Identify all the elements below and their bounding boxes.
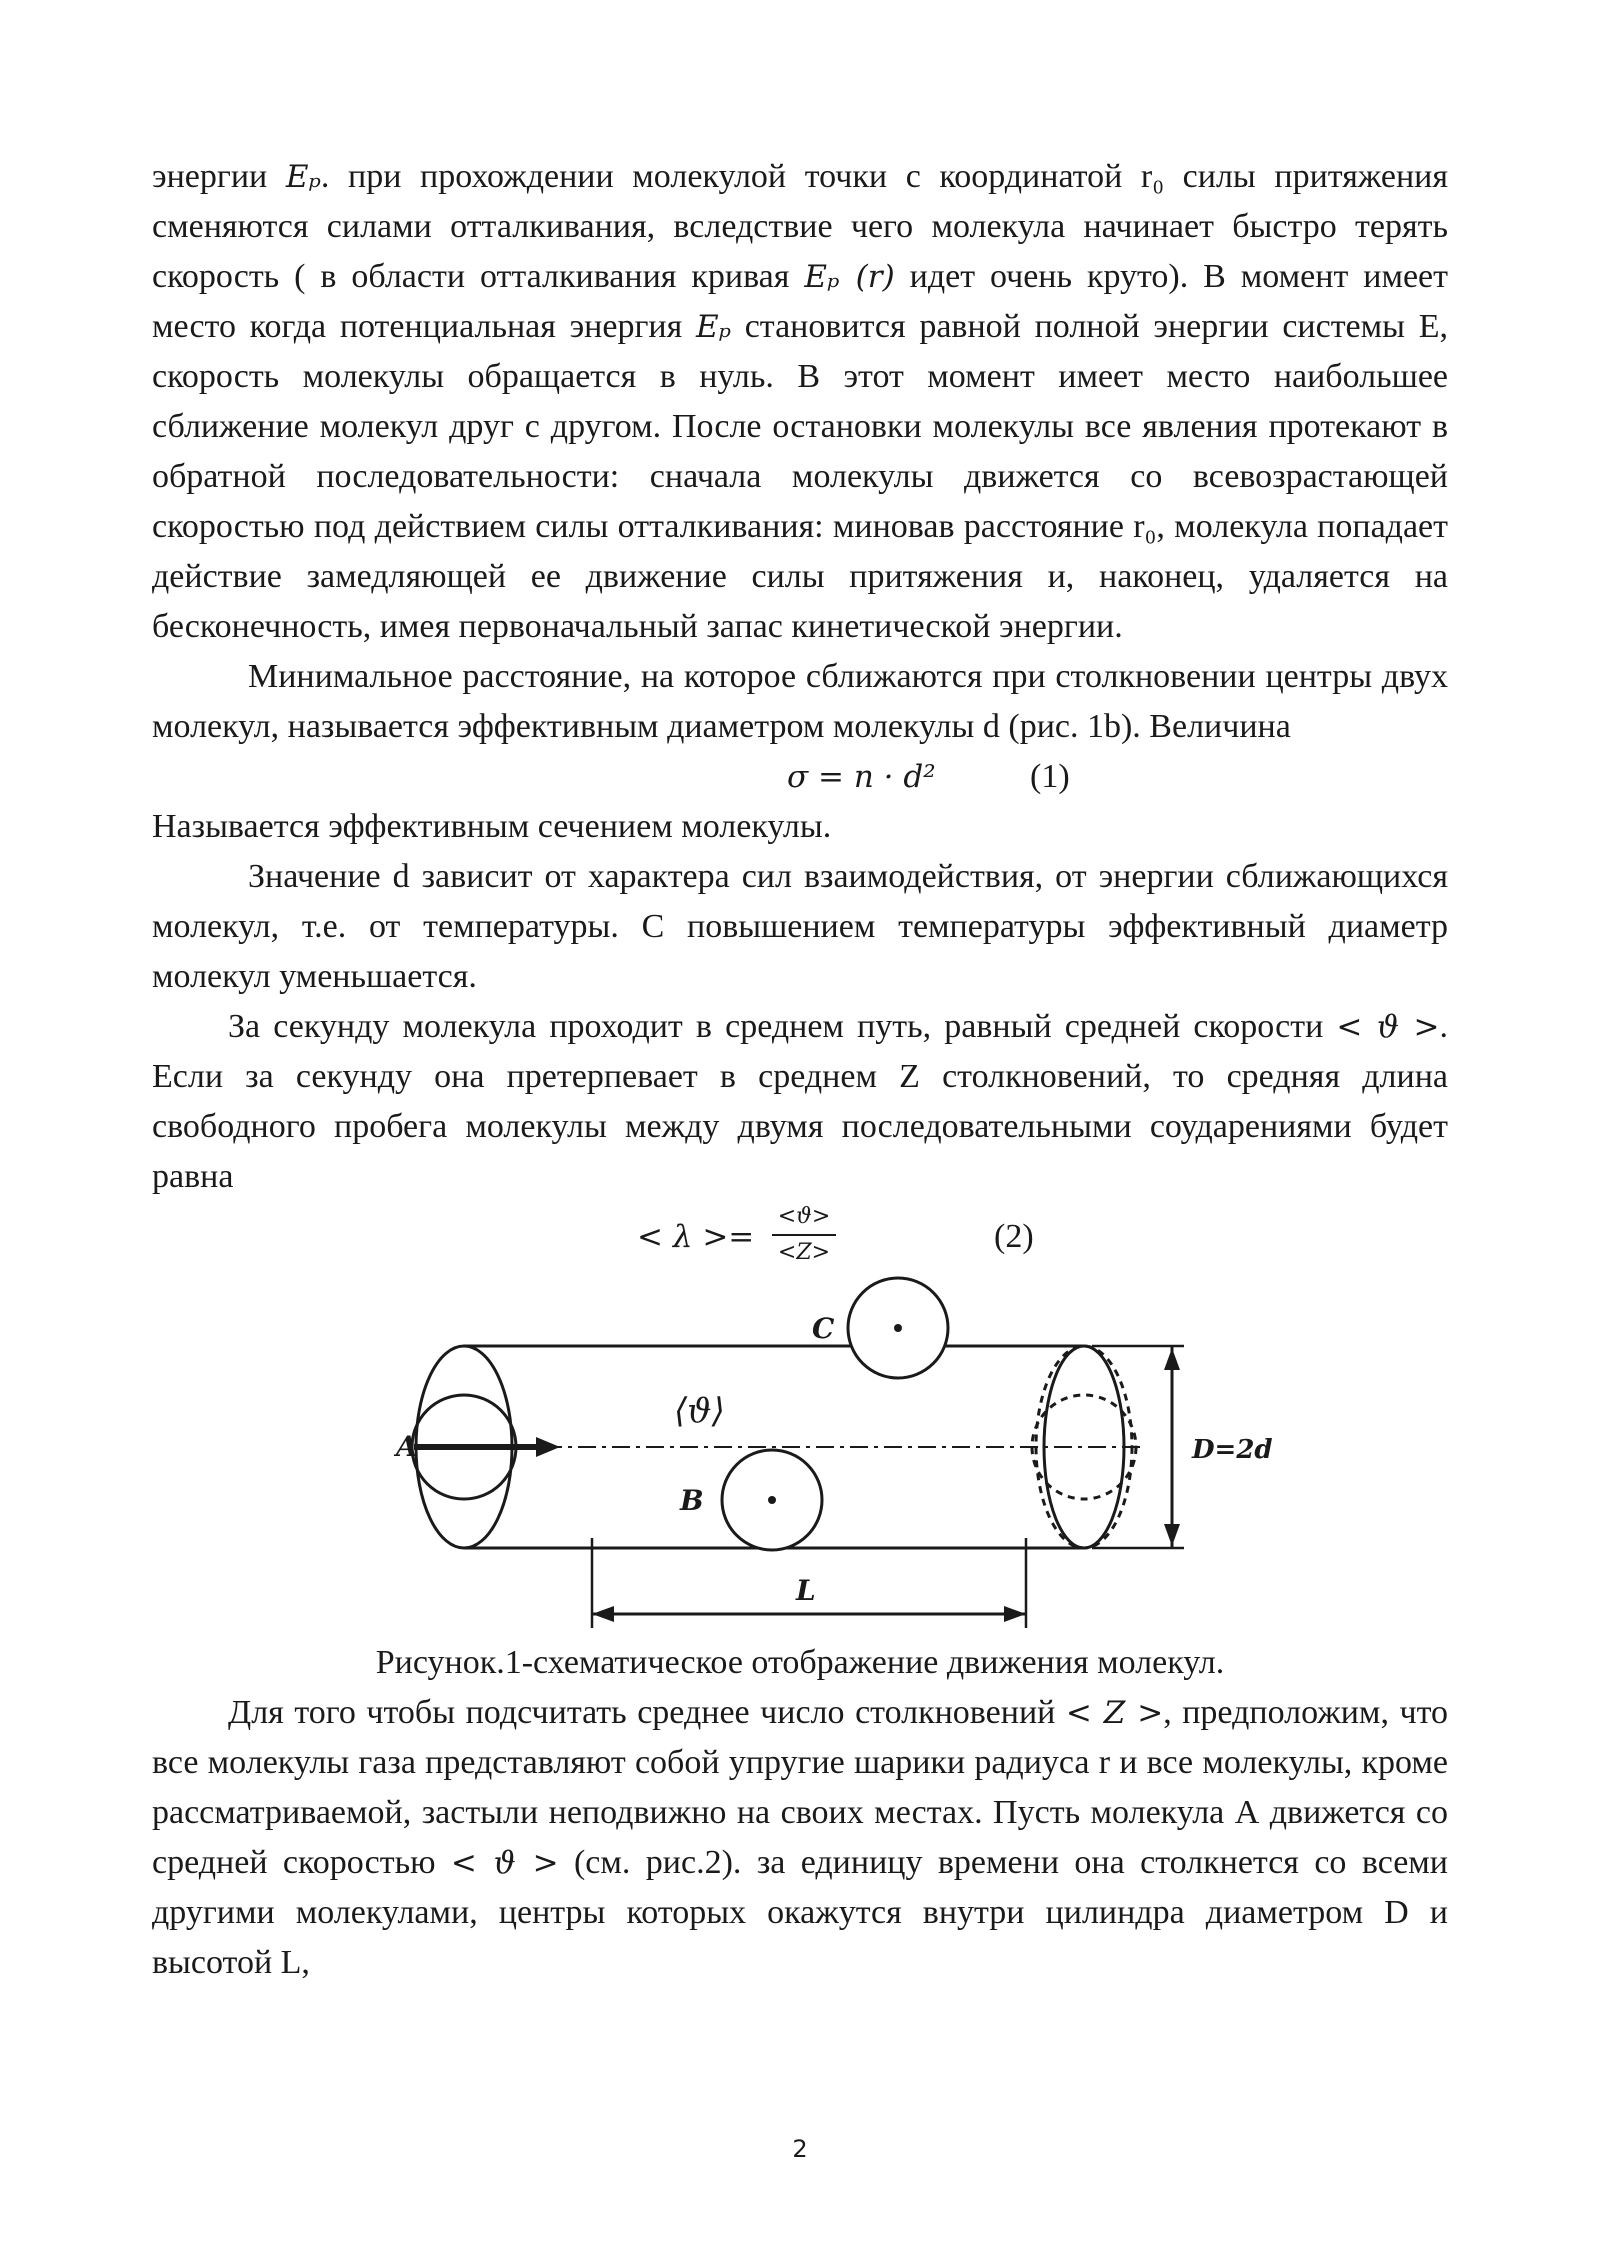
paragraph-cross-section: Называется эффективным сечением молекулы. [152, 808, 832, 845]
paragraph-mean-free-path [152, 1002, 1448, 1202]
l-arrow-right [1004, 1606, 1026, 1622]
figure-caption: Рисунок.1-схематическое отображение движения молекул. [375, 1644, 1225, 1681]
d-arrow-top [1164, 1348, 1180, 1370]
label-d-2d: D=2d [1192, 1435, 1273, 1465]
paragraph-d-value: Значение d зависит от характера сил взаимодействия, от энергии сближающихся молекул, т.е. от температуры. С повышением температуры эффективный диаметр молекул уменьшается. [152, 858, 1448, 995]
math-mean-velocity: < ϑ > [1336, 1009, 1440, 1045]
text-run: За секунду молекула проходит в среднем путь, равный средней скорости [228, 1008, 1337, 1045]
cylinder-diagram [152, 1276, 1448, 1632]
math-ep-r: Eₚ (r) [804, 259, 895, 295]
paragraph-collisions [152, 1688, 1448, 1988]
velocity-arrow-head [536, 1437, 560, 1457]
fraction-bar [772, 1234, 836, 1236]
text-run: (см. рис.2). за единицу времени она столкнется со всеми другими молекулами, центры которых окажутся внутри цилиндра диаметром D и высотой L, [152, 1844, 1448, 1981]
document-page [152, 152, 1448, 1988]
equation-lhs: < λ >= [637, 1219, 755, 1255]
equation-2 [152, 1202, 1448, 1272]
fraction-denominator: <Z> [777, 1240, 831, 1265]
label-c: C [812, 1312, 835, 1345]
molecule-b-center [768, 1496, 776, 1504]
paragraph-effective-diameter: Минимальное расстояние, на которое сближаются при столкновении центры двух молекул, называется эффективным диаметром молекулы d (рис. 1b). Величина [152, 658, 1448, 745]
text-run: Для того чтобы подсчитать среднее число столкновений [228, 1694, 1066, 1731]
math-ep: Eₚ [285, 159, 321, 195]
text-run: . Если за секунду она претерпевает в среднем Z столкновений, то средняя длина свободного пробега молекулы между двумя последовательными соударениями будет равна [152, 1008, 1448, 1195]
math-ep: Eₚ [695, 309, 731, 345]
label-b: B [680, 1484, 704, 1517]
text-run: энергии [152, 158, 286, 195]
label-a: A [396, 1430, 418, 1463]
equation-number: (2) [994, 1218, 1034, 1255]
right-end-ellipse-dashed [1036, 1346, 1132, 1548]
equation-1 [152, 752, 1448, 802]
figure-molecule-cylinder [152, 1276, 1448, 1632]
text-run: , предположим, что все молекулы газа представляют собой упругие шарики радиуса r и все молекулы, кроме рассматриваемой, застыли неподвижно на своих местах. Пусть молекула А движется со средней скоростью [152, 1694, 1448, 1881]
label-velocity: ⟨ϑ⟩ [674, 1391, 725, 1431]
equation-fraction [772, 1202, 836, 1268]
equation-formula: σ = n · d² [787, 759, 936, 795]
fraction-numerator: <ϑ> [777, 1204, 831, 1229]
label-l: L [796, 1574, 816, 1607]
text-run: идет очень круто). В момент имеет место когда потенциальная энергия [152, 258, 1449, 345]
molecule-c-center [894, 1324, 902, 1332]
math-mean-z: < Z > [1065, 1695, 1164, 1731]
equation-number: (1) [1030, 758, 1070, 795]
paragraph-energy [152, 152, 1448, 652]
text-run: становится равной полной энергии системы Е, скорость молекулы обращается в нуль. В этот момент имеет место наибольшее сближение молекул друг с другом. После остановки молекулы все явления протекают в обратной последовательности: сначала молекулы движется со всевозрастающей скоростью под действием силы отталкивания: миновав расстояние r₀, молекула попадает действие замедляющей ее движение силы притяжения и, наконец, удаляется на бесконечность, имея первоначальный запас кинетической энергии. [152, 308, 1448, 645]
d-arrow-bottom [1164, 1524, 1180, 1546]
l-arrow-left [592, 1606, 614, 1622]
velocity-arrow-shaft [414, 1444, 542, 1450]
math-mean-velocity: < ϑ > [450, 1845, 559, 1881]
page-number: 2 [792, 2135, 808, 2163]
text-run: . при прохождении молекулой точки с координатой r₀ силы притяжения сменяются силами отталкивания, вследствие чего молекула начинает быстро терять скорость ( в области отталкивания кривая [152, 158, 1448, 295]
